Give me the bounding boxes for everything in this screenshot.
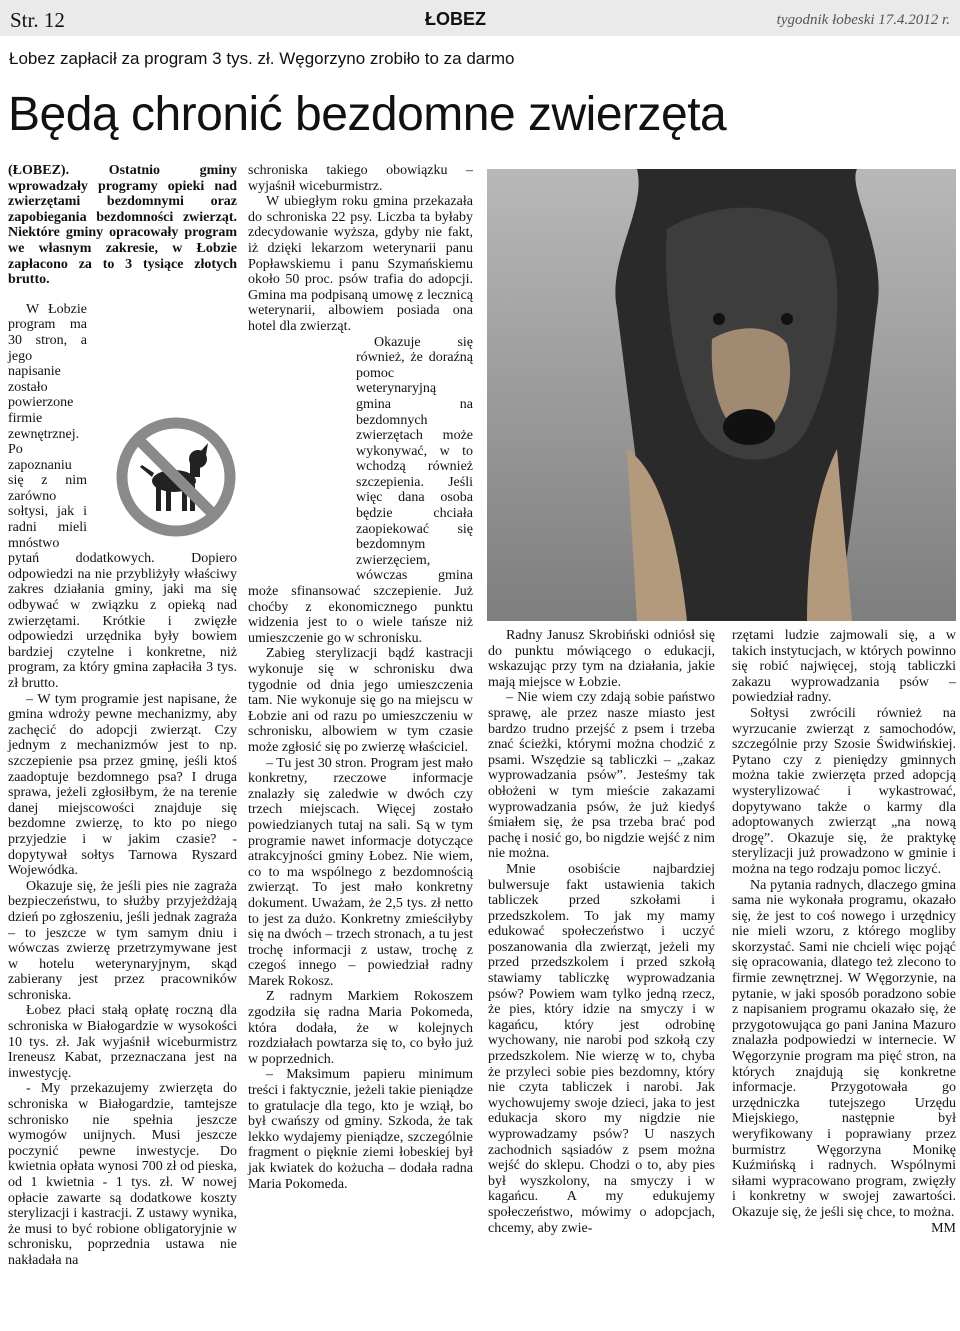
paragraph: Okazuje się, że jeśli pies nie zagraża bezpieczeństwu, to służby przyjeżdżają dzień po zgłoszeniu, jeśli jednak zagraża – to jeszcze w tym samym dniu i wówczas zwierzę przetrzymywane jest w hotelu weterynaryjnym, skąd zabierany jest przez pracowników schroniska. — [8, 878, 237, 1003]
column-3 — [488, 628, 715, 1236]
paragraph: Radny Janusz Skrobiński odniósł się do punktu mówiącego o edukacji, wskazując przy tym na działania, jakie mają miejsce w Łobzie. — [488, 628, 715, 690]
paragraph: Mnie osobiście najbardziej bulwersuje fakt ustawienia takich tabliczek przed szkołami i przedszkolem. To jak my mamy edukować społeczeństwo i uczyć poszanowania dla zwierząt, jeżeli my przed przedszkolem i przed szkołą stawiamy tabliczkę wyprowadzania psów? Powiem wam tylko jedną rzecz, że pies, który idzie na smyczy i w kagańcu, który jest odrobinę wychowany, nie narobi pod szkołą czy przedszkolem. Nie wierzę w to, chyba że przyleci sobie pies bezdomny, który nie czyta tabliczek i narobi. Jak wychowujemy swoje dzieci, jaka to jest edukacja skoro my nigdzie nie wyprowadzamy psów? U naszych zachodnich sąsiadów z psem można wejść do sklepu. Chodzi o to, aby pies był wyszkolony, na smyczy i w kagańcu. A my edukujemy społeczeństwo, mówimy o adopcjach, chcemy, aby zwie- — [488, 861, 715, 1236]
section-name: ŁOBEZ — [425, 9, 486, 29]
paragraph: Sołtysi zwrócili również na wyrzucanie zwierząt z samochodów, szczególnie przy Szosie Świdwińskiej. Pytano czy z pieniędzy gminnych można takie zwierzęta przed adopcją wysterylizować i wykastrować, dopytywano także o karmy dla adoptowanych zwierząt „na nową drogę”. Okazuje się, że praktykę sterylizacji już prowadzono w gminie i można na tego rodzaju pomoc liczyć. — [732, 705, 956, 877]
paragraph: Na pytania radnych, dlaczego gmina sama nie wykonała programu, okazało się, że jest to coś nowego i urzędnicy nie mieli wzoru, z którego mogliby skorzystać. Sami nie chcieli więc pojąć się opracowania, dlatego też zlecono to firmie zewnętrznej. W Węgorzynie, na pytanie, w jaki sposób poradzono sobie z napisaniem programu okazało się, że przygotowująca go pani Janina Mazuro znalazła podpowiedzi w internecie. W Węgorzynie program ma pięć stron, na których znajdują się konkretne informacje. Przygotowała go urzędniczka tutejszego Urzędu Miejskiego, następnie był weryfikowany i poprawiany przez burmistrz Węgorzyna Monikę Kuźmińską i radnych. Wspólnymi siłami wypracowano program, zwięzły i konkretny w swojej zawartości. Okazuje się, że jeśli się chce, to można. — [732, 877, 956, 1220]
paragraph: – Nie wiem czy zdają sobie państwo sprawę, ale przez nasze miasto jest bardzo trudno przejść z psem i trzeba znać ścieżki, którymi można chodzić z psami. Wszędzie są tabliczki – „zakaz wyprowadzania psów”. Jesteśmy tak obłożeni w tym mieście zakazami wyprowadzania psów, że już kiedyś śmiałem się, że psa trzeba brać pod pachę i nosić go, bo nigdzie wejść z nim nie można. — [488, 690, 715, 862]
page-header — [0, 0, 960, 36]
lead-paragraph: (ŁOBEZ). Ostatnio gminy wprowadzały programy opieki nad zwierzętami bezdomnymi oraz zapobiegania bezdomności zwierząt. Niektóre gminy opracowały program we własnym zakresie, w Łobzie zapłacono za to 3 tysiące złotych brutto. — [8, 163, 237, 288]
author-signature: MM — [931, 1220, 956, 1236]
no-dogs-sign-icon — [116, 357, 236, 597]
paragraph: Z radnym Markiem Rokoszem zgodziła się radna Maria Pokomeda, która dodała, że w kolejnych rozdziałach powtarza się to, co było już w poprzednich. — [248, 989, 473, 1067]
paragraph — [248, 335, 473, 647]
paragraph-text: Okazuje się również, że doraźną pomoc weterynaryjną gmina na bezdomnych zwierzętach może wykonywać, w to wchodzą również szczepienia. Jeśli więc dana osoba będzie chciała zaopiekować się bezdomnym zwierzęciem, wówczas gmina może sfinansować szczepienie. Już choćby z ekonomicznego punktu widzenia jest to o wiele tańsze niż umieszczenie go w schronisku. — [248, 334, 473, 646]
paragraph: - My przekazujemy zwierzęta do schroniska w Białogardzie, tamtejsze schronisko nie spełnia jeszcze wymogów unijnych. Musi jeszcze poczynić pewne inwestycje. Do kwietnia opłata wynosi 700 zł od pieska, od 1 kwietnia - 1 tys. zł. W nowej opłacie zawarte są dodatkowe koszty sterylizacji i kastracji. Z ustawy wynika, że musi to być robione obligatoryjnie w schronisku, poprzednia ustawa nie nakładała na — [8, 1081, 237, 1268]
paragraph: Łobez płaci stałą opłatę roczną dla schroniska w Białogardzie w wysokości 10 tys. zł. Jak wyjaśnił wiceburmistrz Ireneusz Kabat, przeznaczana jest na inwestycję. — [8, 1003, 237, 1081]
headline: Będą chronić bezdomne zwierzęta — [8, 88, 727, 141]
paragraph: W ubiegłym roku gmina przekazała do schroniska 22 psy. Liczba ta byłaby zdecydowanie wyższa, gdyby nie fakt, iż dzięki lekarzom weterynarii panu Popławskiemu i panu Szymańskiemu około 50 proc. psów trafia do adopcji. Gmina ma podpisaną umowę z lecznicą weterynarii, albowiem posiada ona hotel dla zwierząt. — [248, 194, 473, 334]
column-2 — [248, 163, 473, 1192]
paragraph: Zabieg sterylizacji bądź kastracji wykonuje się w schronisku dwa tygodnie od dnia jego umieszczenia tam. Nie wykonuje się go na miejscu w Łobzie ani od razu po umieszczeniu w schronisku, albowiem w tym czasie może zgłosić się po zwierzę właściciel. — [248, 646, 473, 755]
page-number: Str. 12 — [10, 8, 65, 32]
paragraph: – W tym programie jest napisane, że gmina wdroży pewne mechanizmy, aby zachęcić do adopcji zwierząt. Czy jednym z mechanizmów jest to np. szczepienie psa przez gminę, jeśli ktoś zaadoptuje bezdomnego psa? I druga sprawa, jeżeli zgłosiłbym, że na terenie danej miejscowości znajduje się bezdomne zwierzę, to kto po niego przyjedzie i w jakim czasie? - dopytywał sołtys Tarnowa Ryszard Wojewódka. — [8, 691, 237, 879]
column-4 — [732, 628, 956, 1236]
paragraph: – Tu jest 30 stron. Program jest mało konkretny, rzeczowe informacje znalazły się zaledwie w dwóch czy trzech miejscach. Więcej zostało powiedzianych tutaj na sali. Są w tym programie nawet informacje dotyczące atrakcyjności gminy Łobez. Nie wiem, co to ma wspólnego z bezdomnością zwierząt. To jest mało konkretny dokument. Uważam, że 2,5 tys. zł netto to jest za dużo. Konkretny zmieściłyby się na dwóch – trzech stronach, a tu jest trochę informacji z ustaw, trochę z czegoś innego – powiedział radny Marek Rokosz. — [248, 755, 473, 989]
column-1 — [8, 163, 237, 1269]
sign-spacer — [248, 335, 356, 575]
dog-photo — [487, 169, 956, 621]
kicker: Łobez zapłacił za program 3 tys. zł. Węgorzyno zrobiło to za darmo — [9, 49, 515, 68]
paragraph: schroniska takiego obowiązku – wyjaśnił wiceburmistrz. — [248, 163, 473, 194]
paragraph: rzętami ludzie zajmowali się, a w takich instytucjach, w których powinno się robić najwięcej, stoją tabliczki zakazu wyprowadzania psów – powiedział radny. — [732, 628, 956, 706]
issue-date: tygodnik łobeski 17.4.2012 r. — [776, 12, 950, 28]
paragraph: – Maksimum papieru minimum treści i faktycznie, jeżeli takie pieniądze to gratulacje dla tego, kto je wziął, bo był cwańszy od gminy. Szkoda, że tak lekko wydajemy pieniądze, szczególnie fragment o pięknie ziemi łobeskiej był jak kwiatek do kożucha – dodała radna Maria Pokomeda. — [248, 1067, 473, 1192]
paragraph-text: W Łobzie program ma 30 stron, a jego napisanie zostało powierzone firmie zewnętrznej. Po zapoznaniu się z nim zarówno sołtysi, jak i radni mieli mnóstwo pytań dodatkowych. Dopiero odpowiedzi na nie przybliżyły właściwy zakres działania gminy, jaki ma się odbywać w związku z opieką nad zwierzętami. Krótkie i zwięzłe odpowiedzi urzędnika były bowiem bardziej czytelne i konkretne, niż program, za który gmina zapłaciła 3 tys. zł brutto. — [8, 301, 237, 691]
